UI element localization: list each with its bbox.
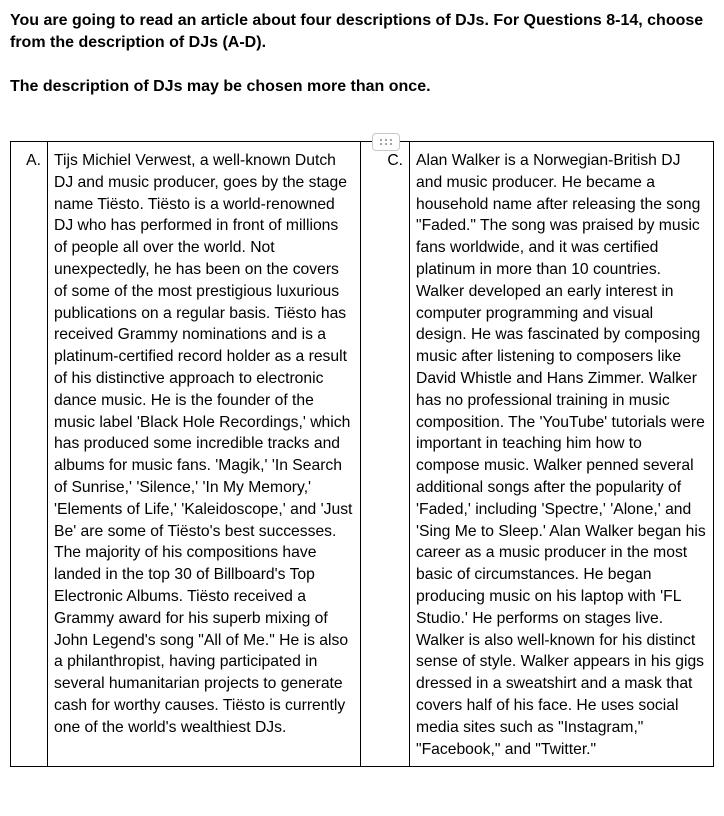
description-a-letter: A. bbox=[11, 142, 48, 767]
drag-handle-icon bbox=[378, 138, 394, 146]
dj-descriptions-table bbox=[10, 141, 714, 767]
instructions bbox=[10, 10, 710, 98]
description-a-text: Tijs Michiel Verwest, a well-known Dutch DJ and music producer, goes by the stage name Tiësto. Tiësto is a world-renowned DJ who has performed in front of millions of people all over the world. Not unexpectedly, he has been on the covers of some of the most prestigious luxurious publications on a regular basis. Tiësto has received Grammy nominations and is a platinum-certified record holder as a result of his distinctive approach to electronic dance music. He is the founder of the music label 'Black Hole Recordings,' which has produced some incredible tracks and albums for music fans. 'Magik,' 'In Search of Sunrise,' 'Silence,' 'In My Memory,' 'Elements of Life,' 'Kaleidoscope,' and 'Just Be' are some of Tiësto's best successes. The majority of his compositions have landed in the top 30 of Billboard's Top Electronic Albums. Tiësto received a Grammy award for his superb mixing of John Legend's song "All of Me." He is also a philanthropist, having participated in several humanitarian projects to generate cash for worthy causes. Tiësto is currently one of the world's wealthiest DJs. bbox=[48, 142, 361, 767]
table-drag-handle[interactable] bbox=[372, 133, 400, 151]
instructions-line-2: The description of DJs may be chosen more than once. bbox=[10, 78, 431, 95]
table-row bbox=[11, 142, 714, 767]
description-c-letter: C. bbox=[361, 142, 410, 767]
description-c-text: Alan Walker is a Norwegian-British DJ and music producer. He became a household name after releasing the song "Faded." The song was praised by music fans worldwide, and it was certified platinum in more than 10 countries. Walker developed an early interest in computer programming and visual design. He was fascinated by composing music after listening to composers like David Whistle and Hans Zimmer. Walker has no professional training in music composition. The 'YouTube' tutorials were important in teaching him how to compose music. Walker penned several additional songs after the popularity of 'Faded,' including 'Spectre,' 'Alone,' and 'Sing Me to Sleep.' Alan Walker began his career as a music producer in the most basic of circumstances. He began producing music on his laptop with 'FL Studio.' He performs on stages live. Walker is also well-known for his distinct sense of style. Walker appears in his gigs dressed in a sweatshirt and a mask that covers half of his face. He uses social media sites such as "Instagram," "Facebook," and "Twitter." bbox=[410, 142, 714, 767]
instructions-line-1: You are going to read an article about four descriptions of DJs. For Questions 8-14, choose from the description of DJs (A-D). bbox=[10, 12, 704, 51]
